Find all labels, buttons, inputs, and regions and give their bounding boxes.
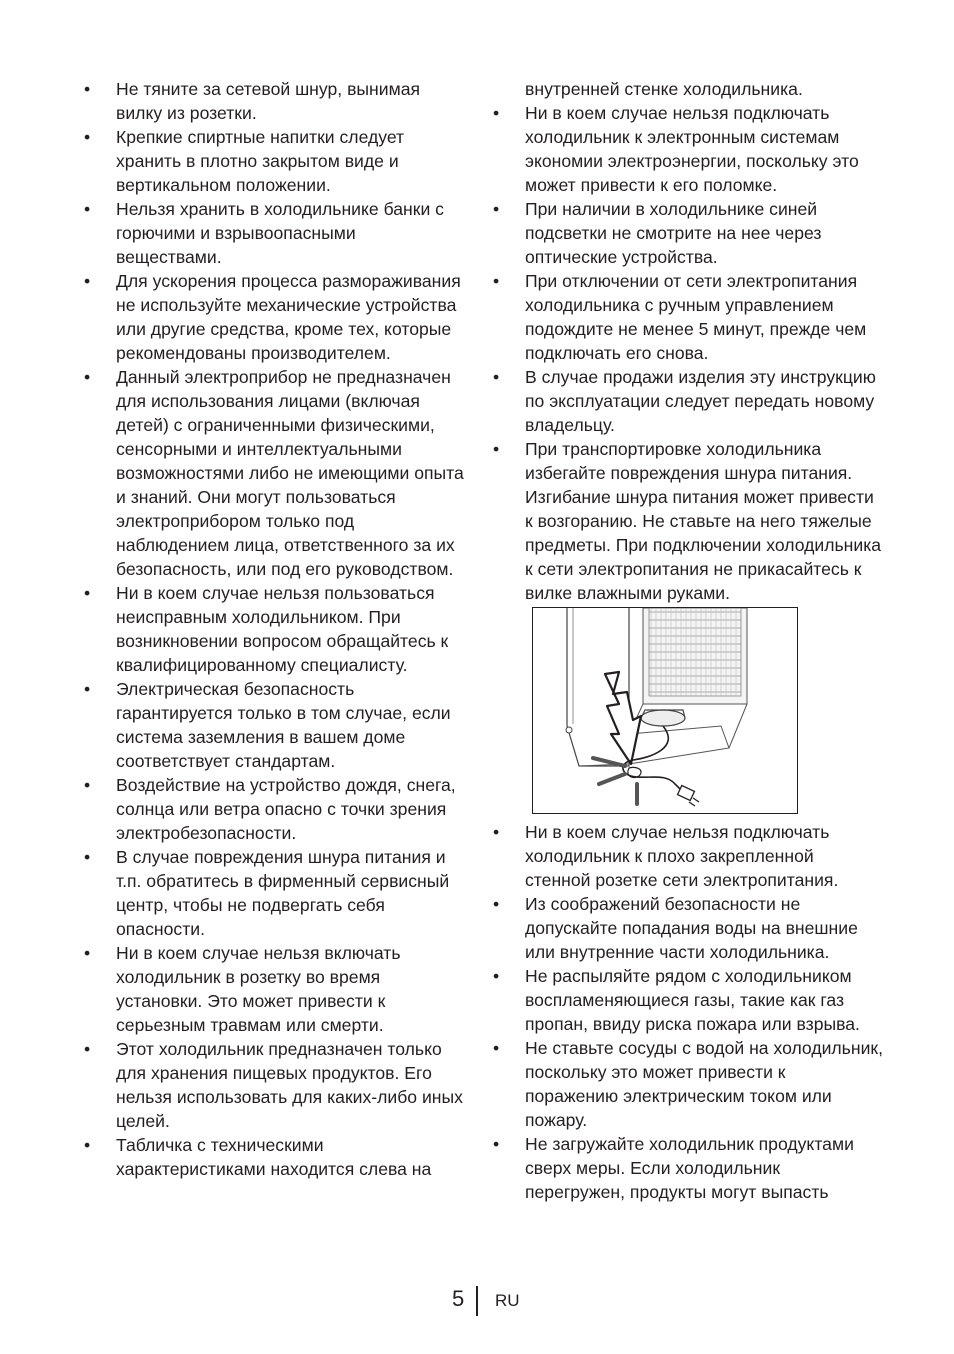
list-item-text: Не тяните за сетевой шнур, вынимая вилку из розетки.: [116, 79, 421, 123]
list-item-text: Данный электроприбор не предназначен для использования лицами (включая детей) с ограниченными физическими, сенсорными и интеллектуальными возможностями либо не имеющими опыта и знаний. Они могут пользоваться электроприбором только под наблюдением лица, ответственного за их безопасность, или под его руководством.: [116, 367, 464, 579]
bullet-icon: •: [84, 1039, 91, 1059]
list-item: [84, 77, 464, 125]
list-item-text: При наличии в холодильнике синей подсветки не смотрите на нее через оптические устройства.: [525, 199, 822, 267]
list-item-text: Крепкие спиртные напитки следует хранить в плотно закрытом виде и вертикальном положении.: [116, 127, 405, 195]
fridge-cord-illustration: [532, 607, 798, 814]
list-item: [84, 773, 464, 845]
page-number: 5: [452, 1286, 465, 1311]
right-bullet-list-top: [493, 101, 883, 605]
bullet-icon: •: [84, 943, 91, 963]
bullet-icon: •: [493, 439, 500, 459]
bullet-icon: •: [493, 822, 500, 842]
bullet-icon: •: [493, 1134, 500, 1154]
list-item: [493, 437, 883, 605]
list-item: [493, 892, 883, 964]
list-item: [84, 197, 464, 269]
list-item-text: Ни в коем случае нельзя пользоваться неисправным холодильником. При возникновении вопросом обращайтесь к квалифицированному специалисту.: [116, 583, 449, 675]
list-item-text: Ни в коем случае нельзя включать холодильник в розетку во время установки. Это может привести к серьезным травмам или смерти.: [116, 943, 401, 1035]
right-column: [493, 77, 883, 1204]
list-item: [84, 1133, 464, 1181]
list-item-text: Ни в коем случае нельзя подключать холодильник к плохо закрепленной стенной розетке сети электропитания.: [525, 822, 839, 890]
list-item-text: Не загружайте холодильник продуктами сверх меры. Если холодильник перегружен, продукты могут выпасть: [525, 1134, 854, 1202]
bullet-icon: •: [84, 1135, 91, 1155]
list-item: [84, 365, 464, 581]
list-item: [84, 125, 464, 197]
list-item: [84, 941, 464, 1037]
list-item: [493, 365, 883, 437]
list-item-text: Из соображений безопасности не допускайте попадания воды на внешние или внутренние части холодильника.: [525, 894, 858, 962]
continued-text: внутренней стенке холодильника.: [525, 79, 803, 99]
bullet-icon: •: [84, 127, 91, 147]
list-item: [84, 1037, 464, 1133]
bullet-icon: •: [493, 367, 500, 387]
list-item-text: Ни в коем случае нельзя подключать холодильник к электронным системам экономии электроэнергии, поскольку это может привести к его поломке.: [525, 103, 859, 195]
list-item: [84, 845, 464, 941]
bullet-icon: •: [493, 103, 500, 123]
list-item-text: Не ставьте сосуды с водой на холодильник, поскольку это может привести к поражению электрическим током или пожару.: [525, 1038, 883, 1130]
bullet-icon: •: [84, 847, 91, 867]
bullet-icon: •: [84, 199, 91, 219]
bullet-icon: •: [493, 271, 500, 291]
list-item-text: При транспортировке холодильника избегайте повреждения шнура питания. Изгибание шнура питания может привести к возгоранию. Не ставьте на него тяжелые предметы. При подключении холодильника к сети электропитания не прикасайтесь к вилке влажными руками.: [525, 439, 882, 603]
bullet-icon: •: [84, 583, 91, 603]
list-item: [84, 677, 464, 773]
bullet-icon: •: [493, 894, 500, 914]
list-item-text: Табличка с техническими характеристиками находится слева на: [116, 1135, 432, 1179]
bullet-icon: •: [493, 966, 500, 986]
bullet-icon: •: [84, 271, 91, 291]
list-item: [84, 581, 464, 677]
list-item-text: При отключении от сети электропитания холодильника с ручным управлением подождите не менее 5 минут, прежде чем подключать его снова.: [525, 271, 867, 363]
list-item: [493, 820, 883, 892]
list-item-text: Воздействие на устройство дождя, снега, солнца или ветра опасно с точки зрения электробезопасности.: [116, 775, 456, 843]
list-item: [493, 964, 883, 1036]
list-item-text: Электрическая безопасность гарантируется только в том случае, если система заземления в вашем доме соответствует стандартам.: [116, 679, 451, 771]
list-item-text: В случае продажи изделия эту инструкцию по эксплуатации следует передать новому владельцу.: [525, 367, 876, 435]
list-item: [493, 197, 883, 269]
right-bullet-list-bottom: [493, 820, 883, 1204]
bullet-icon: •: [84, 775, 91, 795]
list-item: [493, 269, 883, 365]
list-item-text: Этот холодильник предназначен только для хранения пищевых продуктов. Его нельзя использовать для каких-либо иных целей.: [116, 1039, 463, 1131]
list-item: [493, 101, 883, 197]
language-label: RU: [495, 1291, 520, 1310]
left-bullet-list: [84, 77, 464, 1181]
bullet-icon: •: [84, 679, 91, 699]
list-item-text: Для ускорения процесса размораживания не используйте механические устройства или другие средства, кроме тех, которые рекомендованы производителем.: [116, 271, 461, 363]
list-item: [493, 1132, 883, 1204]
list-item-text: Нельзя хранить в холодильнике банки с горючими и взрывоопасными веществами.: [116, 199, 444, 267]
list-item: [493, 1036, 883, 1132]
bullet-icon: •: [493, 199, 500, 219]
list-item: [84, 269, 464, 365]
bullet-icon: •: [84, 367, 91, 387]
list-item-text: В случае повреждения шнура питания и т.п. обратитесь в фирменный сервисный центр, чтобы не подвергать себя опасности.: [116, 847, 450, 939]
bullet-icon: •: [493, 1038, 500, 1058]
bullet-icon: •: [84, 79, 91, 99]
list-item-text: Не распыляйте рядом с холодильником воспламеняющиеся газы, такие как газ пропан, ввиду риска пожара или взрыва.: [525, 966, 860, 1034]
refrigerator-power-cord-warning-icon: [533, 608, 797, 812]
footer-divider: [476, 1286, 478, 1316]
left-column: [84, 77, 464, 1181]
